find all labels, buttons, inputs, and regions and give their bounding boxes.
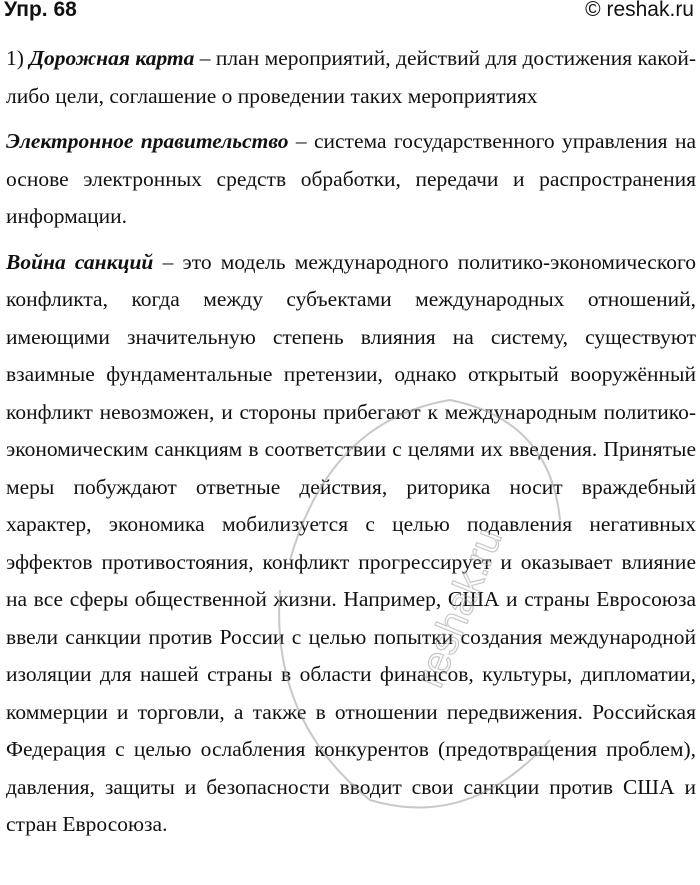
page-header [4, 0, 694, 30]
definition-text: – система государственного управления на основе электронных средств обработки, передачи и распространения информации. [6, 129, 696, 228]
term-road-map: Дорожная карта [29, 46, 195, 70]
exercise-title: Упр. 68 [4, 0, 77, 21]
item-number: 1) [6, 46, 30, 70]
term-e-government: Электронное правительство [6, 129, 289, 153]
definition-text: – это модель международного политико-экономического конфликта, когда между субъектами международных отношений, имеющими значительную степень влияния на систему, существуют взаимные фундаментальные претензии, однако открытый вооружённый конфликт невозможен, и стороны прибегают к международным политико-экономическим санкциям в соответствии с целями их введения. Принятые меры побуждают ответные действия, риторика носит враждебный характер, экономика мобилизуется с целью подавления негативных эффектов противостояния, конфликт прогрессирует и оказывает влияние на все сферы общественной жизни. Например, США и страны Евросоюза ввели санкции против России с целью попытки создания международной изоляции для нашей страны в области финансов, культуры, дипломатии, коммерции и торговли, а также в отношении передвижения. Российская Федерация с целью ослабления конкурентов (предотвращения проблем), давления, защиты и безопасности вводит свои санкции против США и стран Евросоюза. [6, 249, 696, 836]
definition-text: – план мероприятий, действий для достижения какой-либо цели, соглашение о проведении таких мероприятиях [6, 46, 696, 108]
definition-road-map [6, 40, 696, 115]
definition-e-government [6, 123, 696, 236]
site-copyright: © reshak.ru [585, 0, 694, 21]
watermark-text: reshak.ru [407, 522, 511, 694]
term-sanctions-war: Война санкций [6, 249, 154, 274]
answer-text [6, 40, 696, 844]
definition-sanctions-war [6, 244, 696, 844]
